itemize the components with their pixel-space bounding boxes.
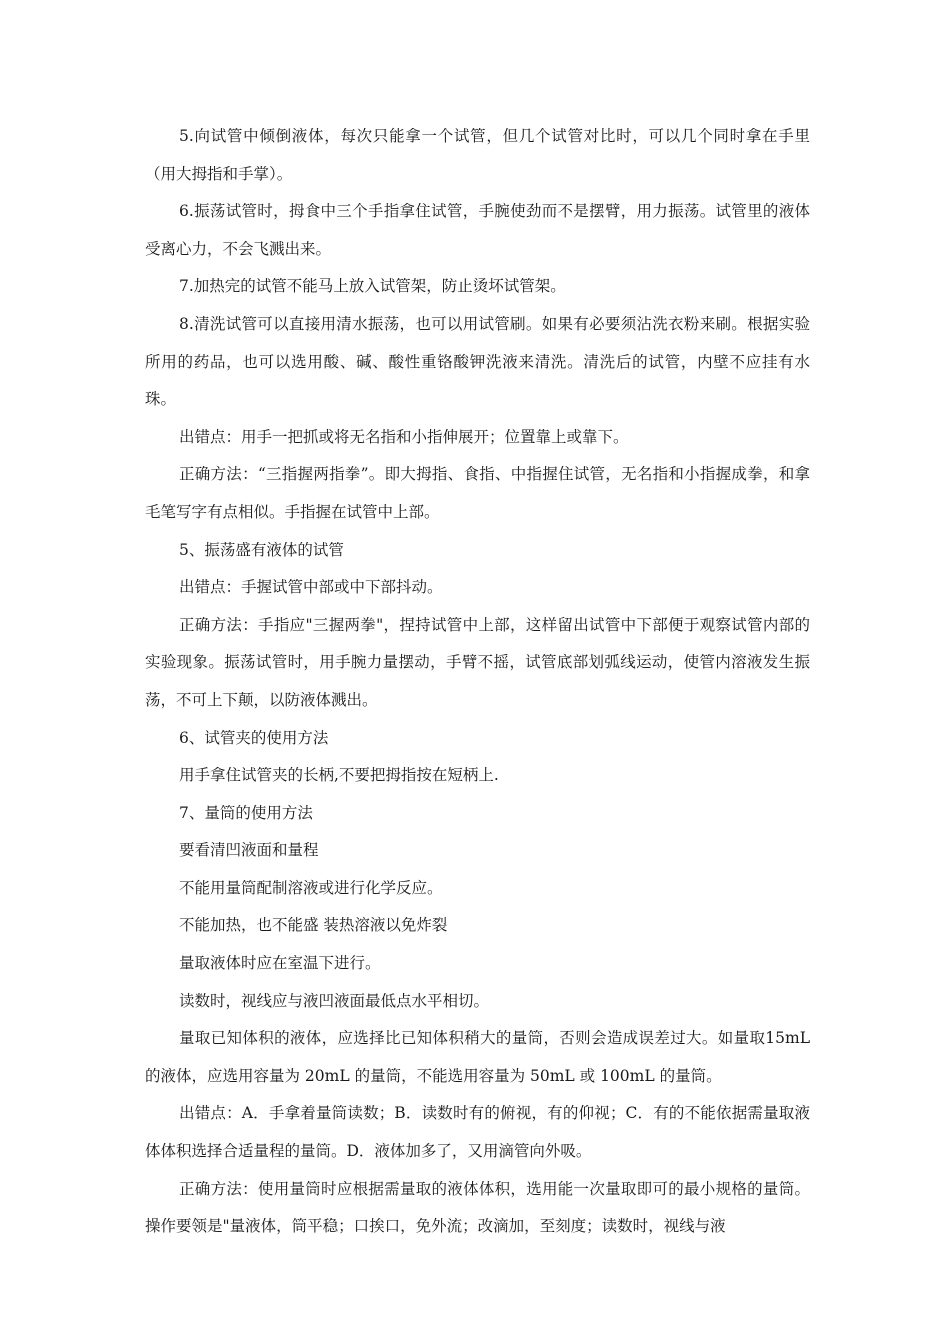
- paragraph-text: 不能用量筒配制溶液或进行化学反应。: [179, 878, 443, 897]
- paragraph-text: 量取已知体积的液体，应选择比已知体积稍大的量筒，否则会造成误差过大。如量取15mL 的液体，应选用容量为 20mL 的量筒，不能选用容量为 50mL 或 100mL 的量筒。: [145, 1029, 810, 1085]
- paragraph-correct-method: 正确方法：手指应"三握两拳"，捏持试管中上部，这样留出试管中下部便于观察试管内部的实验现象。振荡试管时，用手腕力量摆动，手臂不摇，试管底部划弧线运动，使管内溶液发生振荡，不可上下颠，以防液体溅出。: [145, 615, 810, 709]
- paragraph-text: 读数时，视线应与液凹液面最低点水平相切。: [179, 991, 490, 1010]
- paragraph-text: 要看清凹液面和量程: [179, 841, 319, 860]
- paragraph-item-6: 6.振荡试管时，拇食中三个手指拿住试管，手腕使劲而不是摆臂，用力振荡。试管里的液体受离心力，不会飞溅出来。: [145, 202, 810, 258]
- paragraph-text: 不能加热，也不能盛 装热溶液以免炸裂: [179, 916, 448, 935]
- paragraph-common-mistake: 出错点：A．手拿着量筒读数；B．读数时有的俯视，有的仰视；C．有的不能依据需量取液体体积选择合适量程的量筒。D．液体加多了，又用滴管向外吸。: [145, 1104, 810, 1161]
- paragraph-text: 量取液体时应在室温下进行。: [179, 954, 381, 973]
- section-heading-graduated-cylinder: 7、量筒的使用方法: [179, 803, 313, 822]
- paragraph-item-5: 5.向试管中倾倒液体，每次只能拿一个试管，但几个试管对比时，可以几个同时拿在手里（用大拇指和手掌）。: [145, 127, 810, 183]
- paragraph-correct-method: 正确方法：使用量筒时应根据需量取的液体体积，选用能一次量取即可的最小规格的量筒。操作要领是"量液体，筒平稳；口挨口，免外流；改滴加，至刻度；读数时，视线与液: [145, 1179, 810, 1236]
- section-heading-tube-clamp: 6、试管夹的使用方法: [179, 728, 329, 747]
- section-heading-shaking-tube: 5、振荡盛有液体的试管: [179, 540, 344, 559]
- paragraph-text: 用手拿住试管夹的长柄,不要把拇指按在短柄上.: [179, 766, 499, 785]
- document-body: [145, 118, 810, 1246]
- paragraph-common-mistake: 出错点：手握试管中部或中下部抖动。: [179, 578, 443, 597]
- paragraph-common-mistake: 出错点：用手一把抓或将无名指和小指伸展开；位置靠上或靠下。: [179, 427, 629, 446]
- paragraph-correct-method: 正确方法：“三指握两指拳”。即大拇指、食指、中指握住试管，无名指和小指握成拳，和拿毛笔写字有点相似。手指握在试管中上部。: [145, 465, 810, 521]
- paragraph-item-7: 7.加热完的试管不能马上放入试管架，防止烫坏试管架。: [179, 277, 566, 296]
- paragraph-item-8: 8.清洗试管可以直接用清水振荡，也可以用试管刷。如果有必要须沾洗衣粉来刷。根据实验所用的药品，也可以选用酸、碱、酸性重铬酸钾洗液来清洗。清洗后的试管，内壁不应挂有水珠。: [145, 314, 810, 409]
